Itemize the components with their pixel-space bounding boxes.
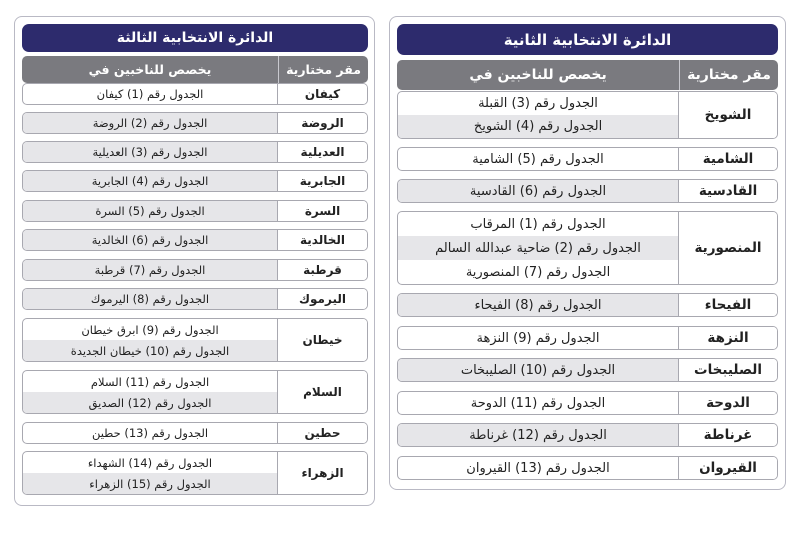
table-row xyxy=(22,83,368,105)
voter-list-item: الجدول رقم (7) قرطبة xyxy=(23,260,277,280)
district3-title: الدائرة الانتخابية الثالثة xyxy=(22,24,368,52)
voter-lists xyxy=(398,294,678,316)
mukhtar-name: الزهراء xyxy=(277,452,367,494)
table-row xyxy=(22,259,368,281)
voter-list-item: الجدول رقم (4) الجابرية xyxy=(23,171,277,191)
voter-list-item: الجدول رقم (7) المنصورية xyxy=(465,264,611,280)
mukhtar-name: خيطان xyxy=(277,319,367,361)
voter-lists xyxy=(398,180,678,202)
mukhtar-name: حطين xyxy=(277,423,367,443)
voter-list-item: الجدول رقم (3) العديلية xyxy=(23,142,277,162)
voter-list-item: الجدول رقم (8) اليرموك xyxy=(23,289,277,309)
district3-header xyxy=(22,56,368,83)
mukhtar-name: الروضة xyxy=(277,113,367,133)
mukhtar-name: القيروان xyxy=(678,457,777,479)
voter-list-item: الجدول رقم (12) غرناطة xyxy=(398,424,678,446)
table-row xyxy=(22,370,368,414)
voter-list-item: الجدول رقم (15) الزهراء xyxy=(23,473,277,494)
table-row xyxy=(22,170,368,192)
voter-lists xyxy=(398,392,678,414)
table-row xyxy=(22,288,368,310)
district2-panel xyxy=(389,16,786,490)
voter-list-item: الجدول رقم (12) الصديق xyxy=(23,392,277,413)
mukhtar-name: الشامية xyxy=(678,148,777,170)
voter-list-item: الجدول رقم (4) الشويخ xyxy=(398,115,678,138)
district2-title: الدائرة الانتخابية الثانية xyxy=(397,24,778,55)
voter-list-item: الجدول رقم (13) القيروان xyxy=(466,460,610,476)
voter-list-item: الجدول رقم (2) الروضة xyxy=(23,113,277,133)
voter-list-item: الجدول رقم (1) المرقاب xyxy=(470,216,606,232)
voter-lists xyxy=(23,423,277,443)
table-row xyxy=(22,112,368,134)
table-row xyxy=(397,456,778,480)
voter-lists xyxy=(398,212,678,284)
mukhtar-name: الخالدية xyxy=(277,230,367,250)
voter-list-item: الجدول رقم (2) ضاحية عبدالله السالم xyxy=(398,236,678,260)
table-row xyxy=(397,391,778,415)
table-row xyxy=(22,318,368,362)
voter-list-item: الجدول رقم (10) خيطان الجديدة xyxy=(23,340,277,361)
header-col-voters: يخصص للناخبين في xyxy=(469,67,607,83)
table-row xyxy=(397,91,778,139)
table-row xyxy=(397,358,778,382)
voter-lists xyxy=(23,371,277,413)
mukhtar-name: المنصورية xyxy=(678,212,777,284)
voter-list-item: الجدول رقم (1) كيفان xyxy=(96,87,204,101)
voter-lists xyxy=(398,327,678,349)
header-col-mukhtar: مقر مختارية xyxy=(278,56,368,83)
table-row xyxy=(397,211,778,285)
table-row xyxy=(397,293,778,317)
mukhtar-name: قرطبة xyxy=(277,260,367,280)
voter-lists xyxy=(23,230,277,250)
voter-lists xyxy=(23,201,277,221)
mukhtar-name: الصليبخات xyxy=(678,359,777,381)
mukhtar-name: الدوحة xyxy=(678,392,777,414)
voter-list-item: الجدول رقم (10) الصليبخات xyxy=(398,359,678,381)
voter-list-item: الجدول رقم (6) الخالدية xyxy=(23,230,277,250)
voter-lists xyxy=(23,319,277,361)
mukhtar-name: غرناطة xyxy=(678,424,777,446)
voter-list-item: الجدول رقم (14) الشهداء xyxy=(87,455,213,470)
district3-panel xyxy=(14,16,375,506)
header-col-voters: يخصص للناخبين في xyxy=(88,62,212,77)
mukhtar-name: العديلية xyxy=(277,142,367,162)
table-row xyxy=(22,422,368,444)
voter-list-item: الجدول رقم (3) القبلة xyxy=(478,96,598,111)
mukhtar-name: النزهة xyxy=(678,327,777,349)
voter-list-item: الجدول رقم (6) القادسية xyxy=(398,180,678,202)
voter-lists xyxy=(23,84,277,104)
table-row xyxy=(22,141,368,163)
mukhtar-name: القادسية xyxy=(678,180,777,202)
voter-list-item: الجدول رقم (11) السلام xyxy=(90,374,210,389)
voter-list-item: الجدول رقم (9) ابرق خيطان xyxy=(81,322,219,337)
voter-lists xyxy=(23,289,277,309)
mukhtar-name: الفيحاء xyxy=(678,294,777,316)
voter-lists xyxy=(398,359,678,381)
table-row xyxy=(397,326,778,350)
mukhtar-name: كيفان xyxy=(277,84,367,104)
table-row xyxy=(397,423,778,447)
mukhtar-name: السرة xyxy=(277,201,367,221)
voter-list-item: الجدول رقم (11) الدوحة xyxy=(470,395,606,411)
table-row xyxy=(397,179,778,203)
table-row xyxy=(22,200,368,222)
voter-list-item: الجدول رقم (5) السرة xyxy=(23,201,277,221)
voter-list-item: الجدول رقم (9) النزهة xyxy=(476,330,600,346)
voter-lists xyxy=(23,452,277,494)
voter-lists xyxy=(398,148,678,170)
voter-lists xyxy=(398,92,678,138)
voter-lists xyxy=(23,260,277,280)
voter-lists xyxy=(23,142,277,162)
table-row xyxy=(397,147,778,171)
table-row xyxy=(22,451,368,495)
mukhtar-name: الشويخ xyxy=(678,92,777,138)
voter-list-item: الجدول رقم (5) الشامية xyxy=(472,151,604,167)
voter-lists xyxy=(398,457,678,479)
district2-header xyxy=(397,60,778,90)
mukhtar-name: السلام xyxy=(277,371,367,413)
mukhtar-name: اليرموك xyxy=(277,289,367,309)
voter-list-item: الجدول رقم (8) الفيحاء xyxy=(398,294,678,316)
voter-lists xyxy=(23,171,277,191)
voter-lists xyxy=(398,424,678,446)
header-col-mukhtar: مقر مختارية xyxy=(679,60,778,90)
mukhtar-name: الجابرية xyxy=(277,171,367,191)
voter-list-item: الجدول رقم (13) حطين xyxy=(91,426,209,440)
voter-lists xyxy=(23,113,277,133)
table-row xyxy=(22,229,368,251)
